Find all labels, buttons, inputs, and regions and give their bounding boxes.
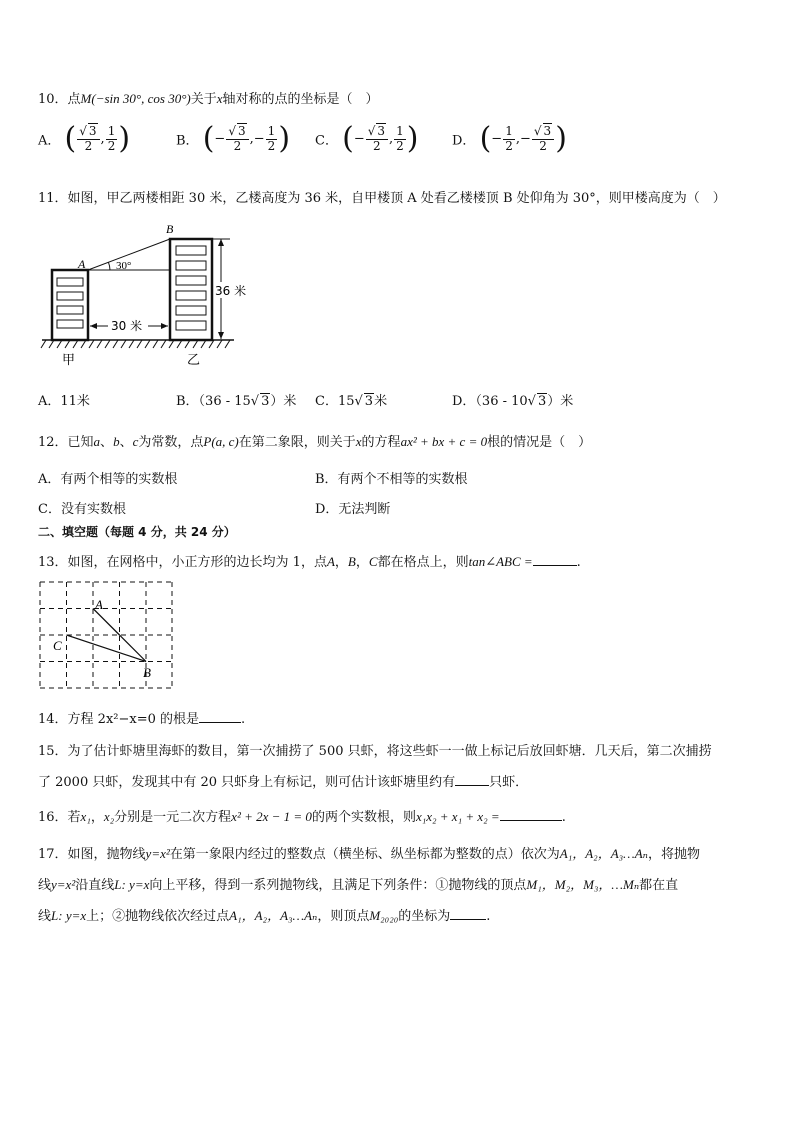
q17-answer-blank[interactable] <box>450 907 486 920</box>
q12-equation: ax² + bx + c = 0 <box>400 434 488 449</box>
question-12-stem: 12．已知a、b、c为常数，点P(a, c)在第二象限，则关于x的方程ax² + bx + c = 0根的情况是（ ） <box>38 434 592 450</box>
q11-option-a[interactable]: A．11米 <box>38 394 90 409</box>
q16-expression: x₁x₂ + x₁ + x₂ = <box>415 809 500 824</box>
grid-label-B: B <box>143 665 151 680</box>
question-17-line2: 线y=x²沿直线L: y=x向上平移，得到一系列抛物线，且满足下列条件：①抛物线的顶点M₁，M₂，M₃，…Mₙ都在直 <box>38 877 679 893</box>
q14-answer-blank[interactable] <box>199 710 241 723</box>
q12-option-b[interactable]: B．有两个不相等的实数根 <box>315 472 468 487</box>
q12-point: P(a, c) <box>203 434 239 449</box>
q13-expression: tan∠ABC = <box>468 554 533 569</box>
grid-label-C: C <box>53 638 62 653</box>
q10-option-b[interactable]: B． (− $\frac{√ 3}{2}$ ,− $\frac{1}{2}$ ) <box>176 121 291 156</box>
q16-equation: x² + 2x − 1 = 0 <box>231 809 312 824</box>
q11-buildings-figure <box>38 218 253 370</box>
label-yi: 乙 <box>187 353 201 368</box>
q10-number: 10．点 <box>38 92 81 107</box>
q10-text: 关于 <box>190 92 217 107</box>
question-11-stem: 11．如图，甲乙两楼相距 30 米，乙楼高度为 36 米，自甲楼顶 A 处看乙楼楼顶 B 处仰角为 30°，则甲楼高度为（ ） <box>38 191 726 206</box>
q13-answer-blank[interactable] <box>533 553 577 566</box>
q12-option-d[interactable]: D．无法判断 <box>315 502 391 517</box>
q15-answer-blank[interactable] <box>455 773 489 786</box>
q12-option-c[interactable]: C．没有实数根 <box>38 502 126 517</box>
label-A: A <box>78 257 86 271</box>
question-15-line2: 了 2000 只虾，发现其中有 20 只虾身上有标记，则可估计该虾塘里约有 只虾． <box>38 775 529 790</box>
question-17-line1: 17．如图，抛物线y=x²在第一象限内经过的整数点（横坐标、纵坐标都为整数的点）依次为A₁，A₂，A₃…Aₙ，将抛物 <box>38 846 700 862</box>
label-B: B <box>166 222 174 236</box>
grid-label-A: A <box>95 597 103 612</box>
label-jia: 甲 <box>62 353 76 368</box>
q10-expression: (−sin 30°, cos 30°) <box>91 91 191 106</box>
q10-option-a[interactable]: A． ( $\frac{√ 3}{2}$ , $\frac{1}{2}$ ) <box>38 121 131 156</box>
question-13-stem: 13．如图，在网格中，小正方形的边长均为 1，点A，B，C都在格点上，则tan∠ABC = . <box>38 554 581 570</box>
q16-answer-blank[interactable] <box>500 808 562 821</box>
q10-option-d-label: D． <box>452 133 476 149</box>
q11-option-c[interactable]: C．15√ 3米 <box>315 394 388 409</box>
building-jia <box>52 270 88 340</box>
q10-option-a-label: A． <box>38 133 61 149</box>
q10-tail: 轴对称的点的坐标是（ ） <box>222 92 379 107</box>
q12-option-a[interactable]: A．有两个相等的实数根 <box>38 472 178 487</box>
q11-option-b[interactable]: B．（36 - 15√ 3）米 <box>176 394 297 409</box>
section-2-title: 二、填空题（每题 4 分，共 24 分） <box>38 525 236 539</box>
q10-point: M <box>80 91 92 106</box>
angle-label: 30° <box>116 260 132 272</box>
question-14-stem: 14．方程 2x²−x=0 的根是 . <box>38 712 246 727</box>
distance-label: 30 米 <box>111 319 143 333</box>
q10-axis: x <box>216 91 223 106</box>
q11-option-d[interactable]: D．（36 - 10√ 3）米 <box>452 394 574 409</box>
q10-option-c-label: C． <box>315 133 338 149</box>
building-yi <box>170 239 212 340</box>
height-label: 36 米 <box>215 284 247 298</box>
q10-option-c[interactable]: C． (− $\frac{√ 3}{2}$ , $\frac{1}{2}$ ) <box>315 121 419 156</box>
question-15-line1: 15．为了估计虾塘里海虾的数目，第一次捕捞了 500 只虾，将这些虾一一做上标记后放回虾塘．几天后，第二次捕捞 <box>38 744 712 759</box>
question-10-stem <box>38 88 379 107</box>
q10-option-b-label: B． <box>176 133 199 149</box>
question-16-stem: 16．若x₁，x₂分别是一元二次方程x² + 2x − 1 = 0的两个实数根，则x₁x₂ + x₁ + x₂ = . <box>38 809 566 825</box>
question-17-line3: 线L: y=x上；②抛物线依次经过点A₁，A₂，A₃…Aₙ，则顶点M₂₀₂₀的坐标为 . <box>38 908 491 924</box>
q10-option-d[interactable]: D． (− $\frac{1}{2}$ ,− $\frac{√ 3}{2}$ ) <box>452 121 567 156</box>
q13-grid-figure <box>38 580 178 692</box>
